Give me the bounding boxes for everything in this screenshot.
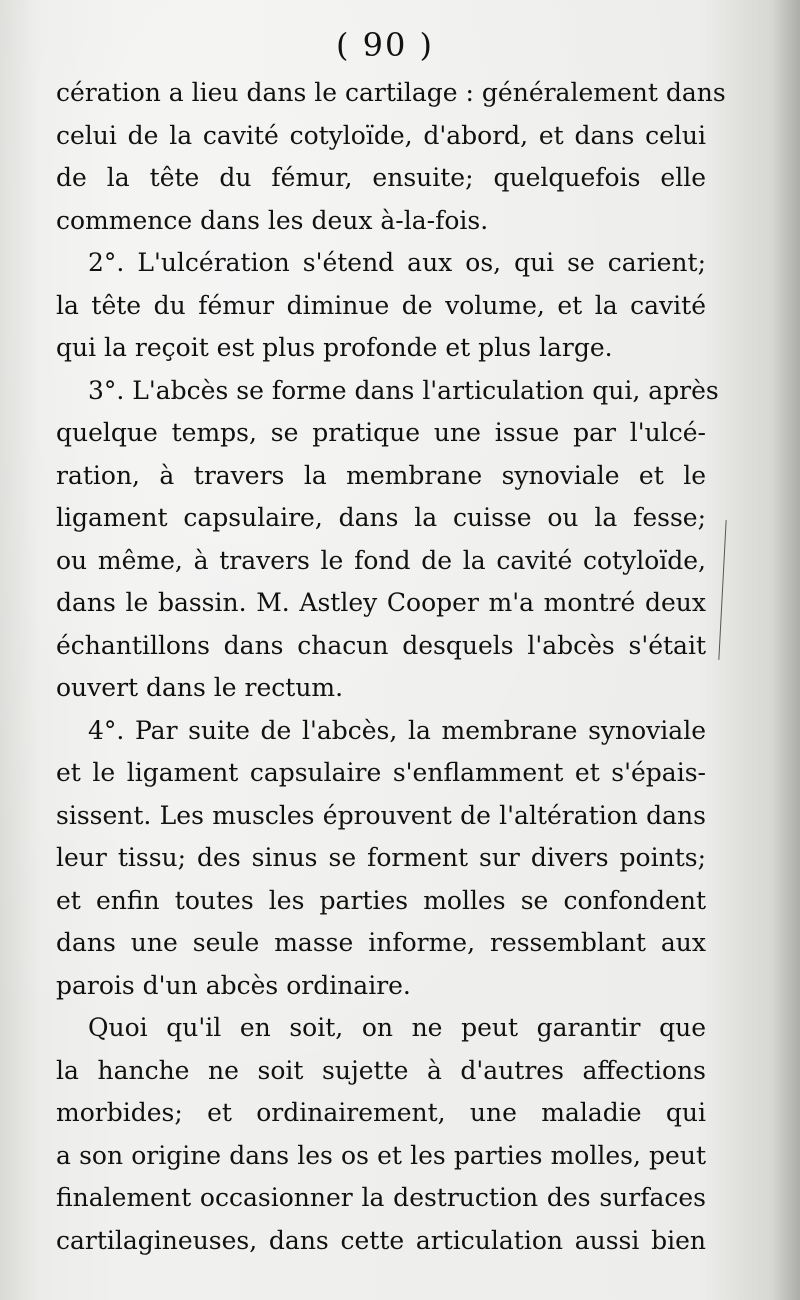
- text-line: et enfin toutes les parties molles se confondent: [56, 885, 706, 915]
- text-line: la tête du fémur diminue de volume, et la cavité: [56, 290, 706, 320]
- text-line: finalement occasionner la destruction des surfaces: [56, 1183, 706, 1212]
- text-line: dans une seule masse informe, ressemblant aux: [56, 928, 706, 957]
- page-edge-shadow: [772, 0, 800, 1300]
- text-line: parois d'un abcès ordinaire.: [56, 970, 411, 1000]
- page-number: ( 90 ): [335, 26, 435, 64]
- margin-pencil-line: [718, 520, 726, 660]
- text-line: dans le bassin. M. Astley Cooper m'a montré deux: [56, 588, 706, 617]
- text-line: sissent. Les muscles éprouvent de l'altération dans: [56, 800, 706, 830]
- text-line: quelque temps, se pratique une issue par l'ulcé-: [56, 418, 706, 447]
- text-line: morbides; et ordinairement, une maladie qui: [56, 1098, 706, 1127]
- text-line: 3°. L'abcès se forme dans l'articulation qui, après: [88, 375, 719, 405]
- body-text: [56, 72, 726, 1262]
- text-line: cération a lieu dans le cartilage : généralement dans: [56, 78, 726, 107]
- text-line: la hanche ne soit sujette à d'autres affections: [56, 1055, 706, 1085]
- text-line: échantillons dans chacun desquels l'abcès s'était: [56, 630, 706, 660]
- text-line: ouvert dans le rectum.: [56, 673, 344, 702]
- text-line: commence dans les deux à-la-fois.: [56, 205, 489, 235]
- text-line: leur tissu; des sinus se forment sur divers points;: [56, 843, 706, 872]
- text-line: de la tête du fémur, ensuite; quelquefois elle: [56, 163, 706, 192]
- text-line: a son origine dans les os et les parties molles, peut: [56, 1140, 706, 1170]
- text-line: celui de la cavité cotyloïde, d'abord, et dans celui: [56, 120, 706, 150]
- text-line: cartilagineuses, dans cette articulation aussi bien: [56, 1225, 706, 1255]
- text-line: Quoi qu'il en soit, on ne peut garantir que: [88, 1013, 706, 1042]
- text-line: et le ligament capsulaire s'enflamment et s'épais-: [56, 758, 706, 787]
- text-line: ligament capsulaire, dans la cuisse ou la fesse;: [56, 503, 706, 532]
- text-line: ou même, à travers le fond de la cavité cotyloïde,: [56, 545, 706, 575]
- text-line: ration, à travers la membrane synoviale et le: [56, 460, 706, 490]
- text-line: 4°. Par suite de l'abcès, la membrane synoviale: [88, 715, 706, 745]
- text-line: 2°. L'ulcération s'étend aux os, qui se carient;: [88, 248, 706, 277]
- text-line: qui la reçoit est plus profonde et plus large.: [56, 333, 613, 362]
